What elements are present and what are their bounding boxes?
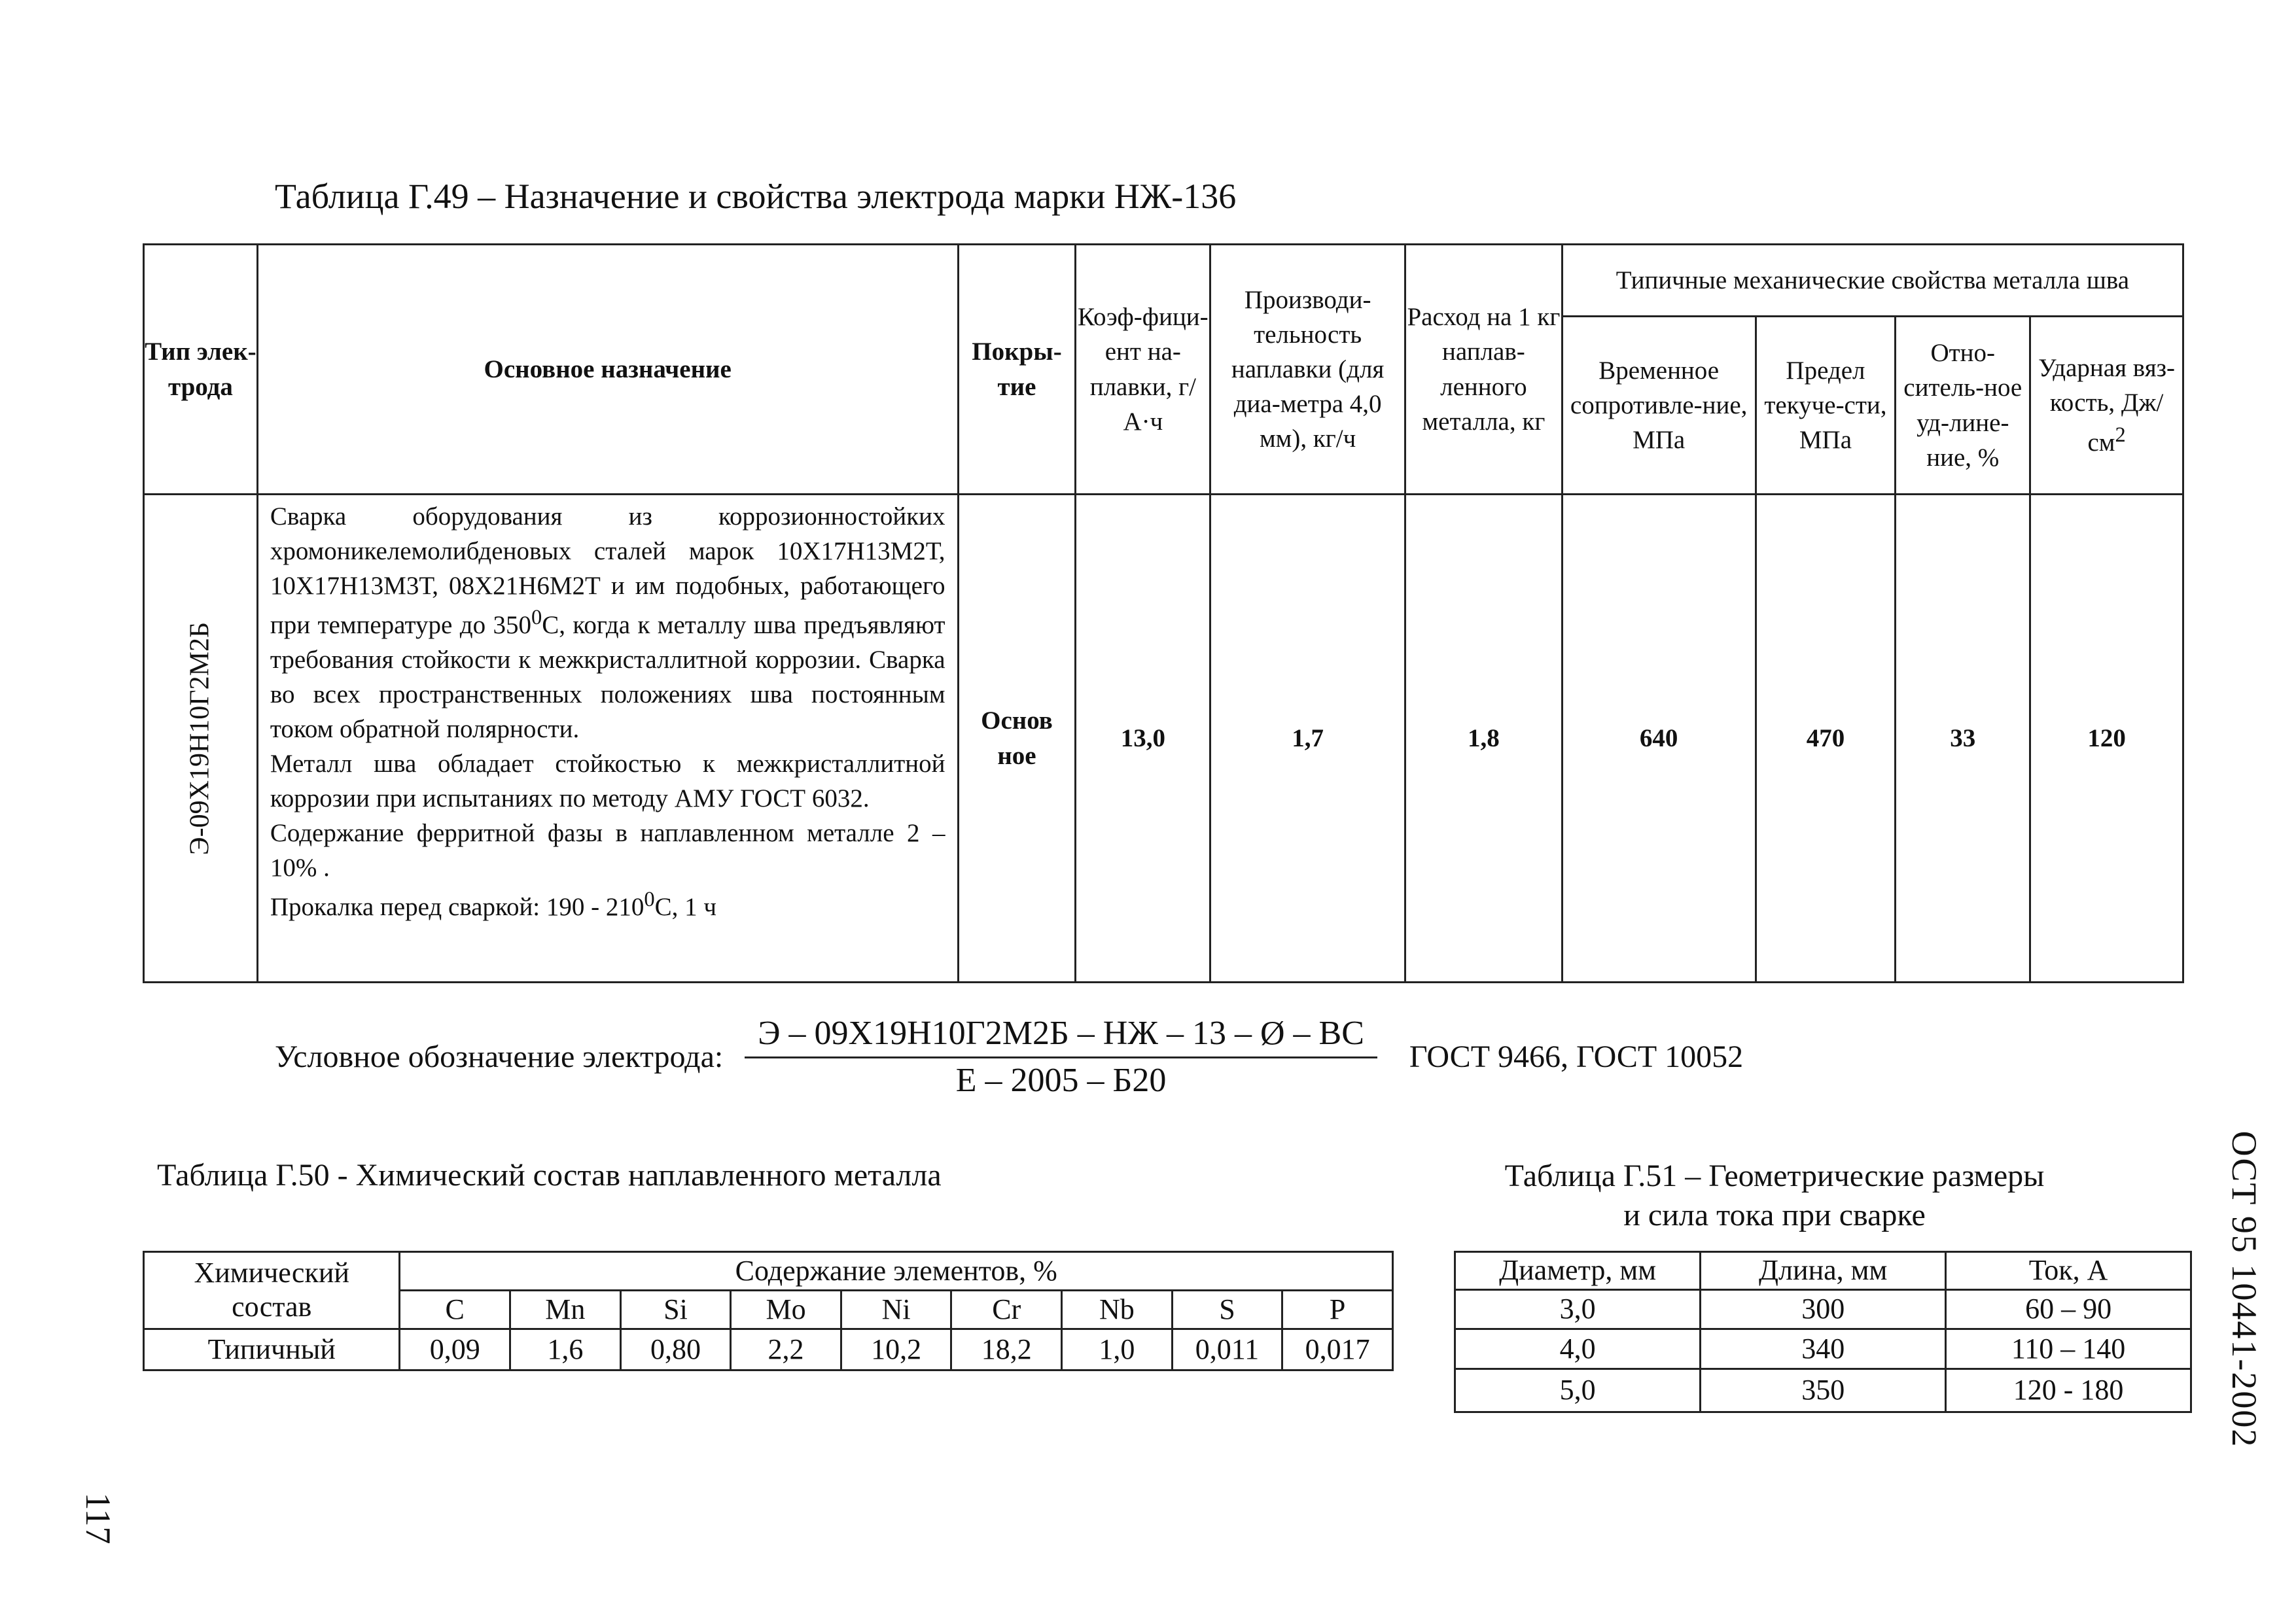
yield-value: 470 [1756, 495, 1896, 983]
value-cr: 18,2 [951, 1329, 1062, 1370]
elongation-value: 33 [1896, 495, 2030, 983]
table49 [143, 243, 2184, 983]
element-s: S [1172, 1290, 1282, 1329]
table-row: 5,0 350 120 - 180 [1455, 1369, 2191, 1412]
element-nb: Nb [1062, 1290, 1173, 1329]
purpose-paragraph-3: Содержание ферритной фазы в наплавленном металле 2 – 10% . [270, 819, 945, 882]
header-current: Ток, А [1946, 1252, 2191, 1290]
value-c: 0,09 [400, 1329, 510, 1370]
element-cr: Cr [951, 1290, 1062, 1329]
table50 [143, 1251, 1394, 1371]
designation-standards: ГОСТ 9466, ГОСТ 10052 [1409, 1039, 1744, 1074]
header-consumption: Расход на 1 кг наплав-ленного металла, кг [1405, 245, 1563, 495]
header-impact-toughness: Ударная вяз-кость, $Дж/см^2$ [2030, 317, 2183, 495]
electrode-type-cell [144, 495, 258, 983]
element-mn: Mn [510, 1290, 621, 1329]
designation-denominator: Е – 2005 – Б20 [955, 1062, 1167, 1099]
coating-value: Основ ное [958, 495, 1076, 983]
designation-numerator: Э – 09Х19Н10Г2М2Б – НЖ – 13 – Ø – ВС [745, 1014, 1377, 1058]
chem-group-header: Содержание элементов, % [400, 1252, 1393, 1291]
page-number: 117 [79, 1492, 118, 1544]
header-tensile-strength: Временное сопротивле-ние, МПа [1562, 317, 1756, 495]
table51-caption [1480, 1157, 2069, 1235]
electrode-designation [275, 1014, 1743, 1100]
header-length: Длина, мм [1701, 1252, 1946, 1290]
table49-caption: Таблица Г.49 – Назначение и свойства электрода марки НЖ-136 [275, 177, 1237, 216]
typical-label: Типичный [144, 1329, 400, 1370]
value-p: 0,017 [1282, 1329, 1393, 1370]
header-main-purpose: Основное назначение [257, 245, 958, 495]
purpose-description [257, 495, 958, 983]
element-ni: Ni [841, 1290, 951, 1329]
table50-caption: Таблица Г.50 - Химический состав наплавленного металла [157, 1158, 942, 1193]
table-row: 4,0 340 110 – 140 [1455, 1329, 2191, 1369]
header-productivity: Производи-тельность наплавки (для диа-метра 4,0 мм), кг/ч [1210, 245, 1405, 495]
impact-value: 120 [2030, 495, 2183, 983]
value-mo: 2,2 [731, 1329, 841, 1370]
element-mo: Mo [731, 1290, 841, 1329]
value-s: 0,011 [1172, 1329, 1282, 1370]
header-deposition-coefficient: Коэф-фици-ент на-плавки, г/А·ч [1076, 245, 1210, 495]
standard-number: ОСТ 95 10441-2002 [2225, 1130, 2264, 1448]
value-si: 0,80 [620, 1329, 731, 1370]
coef-value: 13,0 [1076, 495, 1210, 983]
element-c: C [400, 1290, 510, 1329]
purpose-paragraph-4: Прокалка перед сваркой: $190 - 210^0С$, 1 ч [270, 888, 717, 922]
table51-caption-line1: Таблица Г.51 – Геометрические размеры [1504, 1159, 2045, 1193]
header-diameter: Диаметр, мм [1455, 1252, 1701, 1290]
value-mn: 1,6 [510, 1329, 621, 1370]
element-p: P [1282, 1290, 1393, 1329]
designation-label: Условное обозначение электрода: [275, 1039, 724, 1074]
header-electrode-type: Тип элек-трода [144, 245, 258, 495]
purpose-paragraph-2: Металл шва обладает стойкостью к межкристаллитной коррозии при испытаниях по методу АМУ ГОСТ 6032. [270, 750, 945, 813]
table51-caption-line2: и сила тока при сварке [1623, 1198, 1926, 1232]
productivity-value: 1,7 [1210, 495, 1405, 983]
header-elongation: Отно-ситель-ное уд-лине-ние, % [1896, 317, 2030, 495]
header-coating: Покры-тие [958, 245, 1076, 495]
tensile-value: 640 [1562, 495, 1756, 983]
chem-header: Химический состав [144, 1252, 400, 1329]
purpose-paragraph-1: Сварка оборудования из коррозионностойких хромоникелемолибденовых сталей марок 10Х17Н13М2Т, 10Х17Н13М3Т, 08Х21Н6М2Т и им подобных, работающего при температуре до $350^0С$, когда к металлу шва предъявляют требования стойкости к межкристаллитной коррозии. Сварка во всех пространственных положениях шва постоянным током обратной полярности. [270, 502, 945, 744]
value-nb: 1,0 [1062, 1329, 1173, 1370]
table-row: 3,0 300 60 – 90 [1455, 1290, 2191, 1329]
electrode-type: Э-09Х19Н10Г2М2Б [185, 621, 215, 855]
header-mechanical-properties: Типичные механические свойства металла шва [1562, 245, 2183, 317]
header-yield-strength: Предел текуче-сти, МПа [1756, 317, 1896, 495]
value-ni: 10,2 [841, 1329, 951, 1370]
designation-fraction [745, 1014, 1377, 1100]
table51 [1454, 1251, 2192, 1413]
consumption-value: 1,8 [1405, 495, 1563, 983]
element-si: Si [620, 1290, 731, 1329]
